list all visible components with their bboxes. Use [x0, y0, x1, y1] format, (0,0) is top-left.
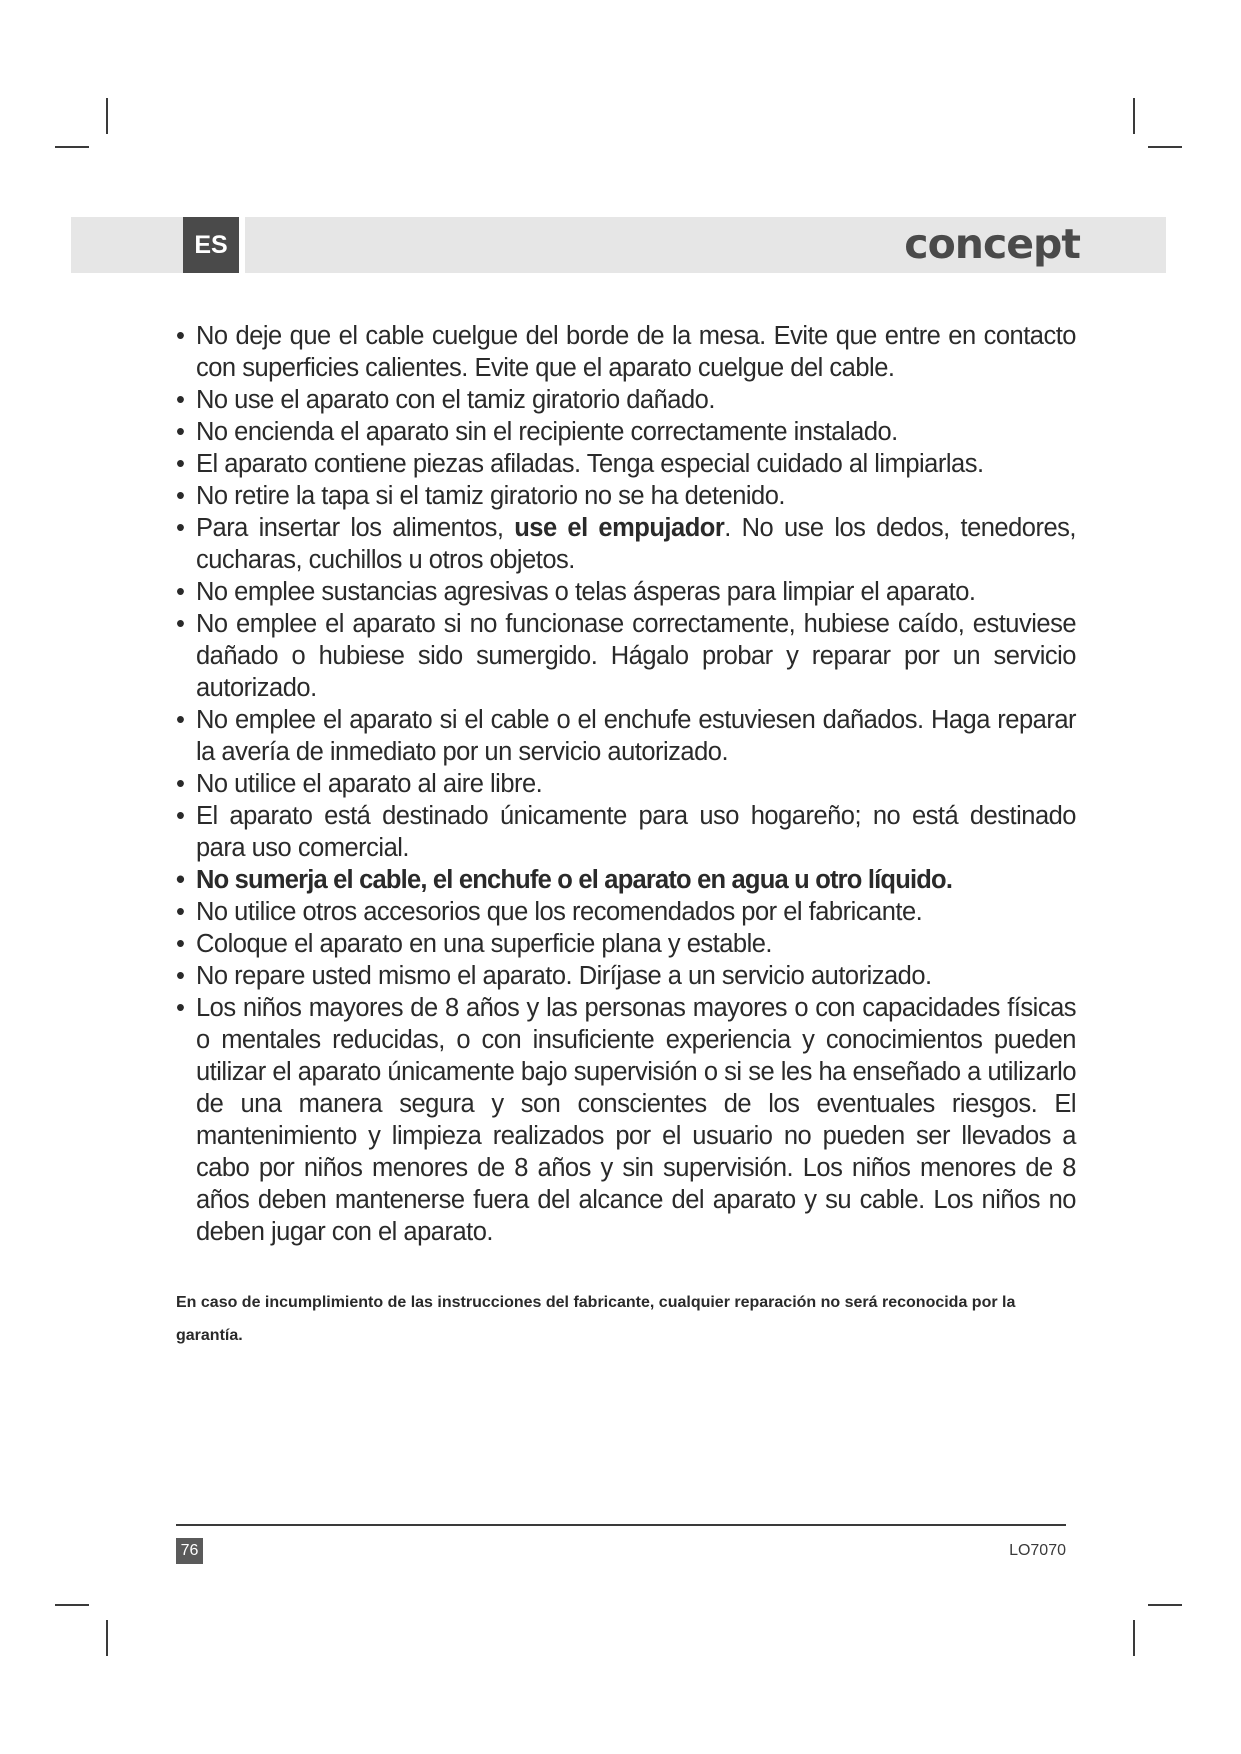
list-item: • No encienda el aparato sin el recipiente correctamente instalado.	[176, 416, 1076, 448]
crop-mark-top-left-horizontal	[55, 146, 89, 148]
brand-logo: concept	[904, 220, 1080, 268]
footer-divider	[176, 1524, 1066, 1526]
model-number: LO7070	[1009, 1542, 1066, 1559]
crop-mark-top-right-horizontal	[1148, 146, 1182, 148]
emphasis-text: use el empujador	[514, 514, 725, 542]
list-item: • El aparato contiene piezas afiladas. Tenga especial cuidado al limpiarlas.	[176, 448, 1076, 480]
list-item: • No use el aparato con el tamiz giratorio dañado.	[176, 384, 1076, 416]
list-item: • No emplee sustancias agresivas o telas ásperas para limpiar el aparato.	[176, 576, 1076, 608]
list-item: • El aparato está destinado únicamente para uso hogareño; no está destinado para uso comercial.	[176, 800, 1076, 864]
list-item: • Los niños mayores de 8 años y las personas mayores o con capacidades físicas o mentales reducidas, o con insuficiente experiencia y conocimientos pueden utilizar el aparato únicamente bajo supervisión o si se les ha enseñado a utilizarlo de una manera segura y son conscientes de los eventuales riesgos. El mantenimiento y limpieza realizados por el usuario no pueden ser llevados a cabo por niños menores de 8 años y sin supervisión. Los niños menores de 8 años deben mantenerse fuera del alcance del aparato y su cable. Los niños no deben jugar con el aparato.	[176, 992, 1076, 1248]
crop-mark-top-left-vertical	[106, 98, 108, 134]
list-item	[176, 512, 1076, 576]
list-item: • No emplee el aparato si el cable o el enchufe estuviesen dañados. Haga reparar la avería de inmediato por un servicio autorizado.	[176, 704, 1076, 768]
list-item: • No repare usted mismo el aparato. Diríjase a un servicio autorizado.	[176, 960, 1076, 992]
list-item: • No emplee el aparato si no funcionase correctamente, hubiese caído, estuviese dañado o hubiese sido sumergido. Hágalo probar y reparar por un servicio autorizado.	[176, 608, 1076, 704]
crop-mark-bottom-right-vertical	[1133, 1620, 1135, 1656]
crop-mark-bottom-left-horizontal	[55, 1604, 89, 1606]
crop-mark-bottom-left-vertical	[106, 1620, 108, 1656]
list-item-text: Para insertar los alimentos,	[196, 514, 515, 542]
list-item: • No retire la tapa si el tamiz giratorio no se ha detenido.	[176, 480, 1076, 512]
list-item-text: . No use los dedos, tenedores, cucharas, cuchillos u otros objetos.	[196, 514, 1076, 574]
list-item: • No utilice el aparato al aire libre.	[176, 768, 1076, 800]
bullet-list	[176, 320, 1076, 1248]
list-item-warning: • No sumerja el cable, el enchufe o el aparato en agua u otro líquido.	[176, 864, 1076, 896]
list-item: • No utilice otros accesorios que los recomendados por el fabricante.	[176, 896, 1076, 928]
warranty-footnote: En caso de incumplimiento de las instrucciones del fabricante, cualquier reparación no será reconocida por la garantía.	[176, 1294, 1016, 1344]
language-badge: ES	[183, 217, 239, 273]
list-item: • Coloque el aparato en una superficie plana y estable.	[176, 928, 1076, 960]
crop-mark-top-right-vertical	[1133, 98, 1135, 134]
page-number: 76	[176, 1538, 203, 1564]
safety-instructions	[176, 320, 1076, 1248]
list-item: • No deje que el cable cuelgue del borde de la mesa. Evite que entre en contacto con superficies calientes. Evite que el aparato cuelgue del cable.	[176, 320, 1076, 384]
crop-mark-bottom-right-horizontal	[1148, 1604, 1182, 1606]
